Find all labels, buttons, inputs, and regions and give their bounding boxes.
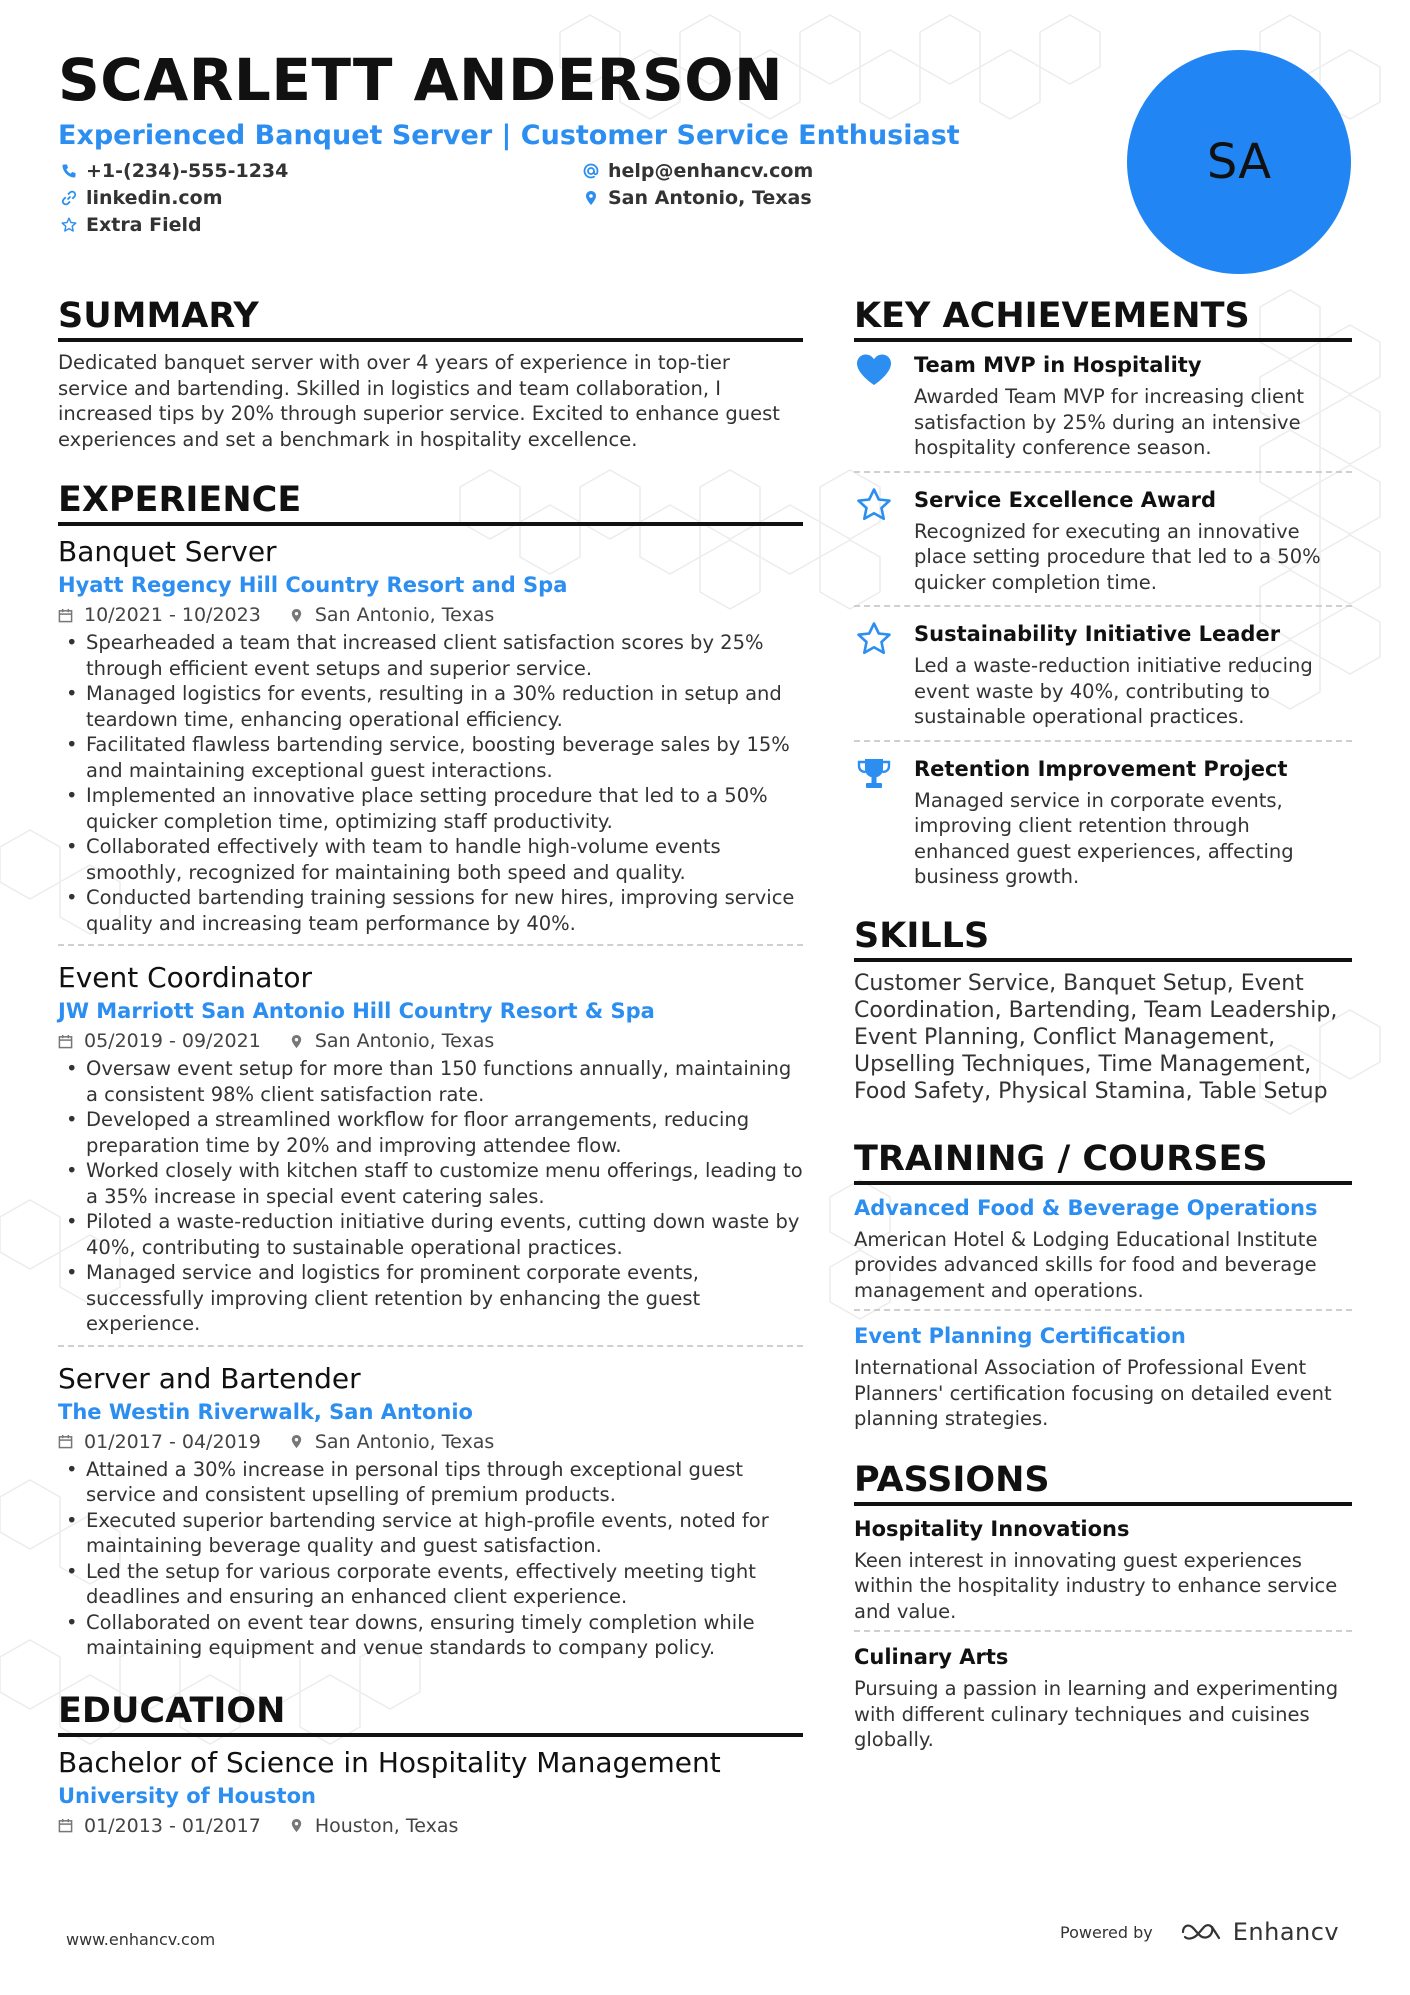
footer-website[interactable]: www.enhancv.com xyxy=(66,1930,216,1949)
skills-section xyxy=(854,914,1352,1105)
experience-entry xyxy=(58,1361,803,1669)
job-bullets xyxy=(58,1457,803,1661)
achievement-title: Service Excellence Award xyxy=(914,487,1216,512)
footer-branding[interactable] xyxy=(1060,1918,1339,1946)
education-location: Houston, Texas xyxy=(314,1814,459,1837)
powered-by-text: Powered by xyxy=(1060,1922,1153,1942)
avatar-initials: SA xyxy=(1206,134,1272,190)
job-title: Server and Bartender xyxy=(58,1361,361,1395)
school-name: University of Houston xyxy=(58,1783,316,1808)
phone-icon xyxy=(58,163,80,179)
course-title: Event Planning Certification xyxy=(854,1324,1186,1348)
contact-phone[interactable] xyxy=(58,158,288,184)
job-meta xyxy=(58,1427,803,1457)
contact-info xyxy=(58,158,1058,248)
education-meta xyxy=(58,1811,803,1841)
bullet-item: • Collaborated effectively with team to handle high-volume events smoothly, recognized for maintaining both speed and quality. xyxy=(58,834,803,885)
achievement-text: Managed service in corporate events, improving client retention through enhanced guest experiences, affecting business growth. xyxy=(914,788,1294,888)
phone-text: +1-(234)-555-1234 xyxy=(86,160,289,182)
course-title: Advanced Food & Beverage Operations xyxy=(854,1195,1318,1220)
job-meta xyxy=(58,600,803,630)
achievement-text: Recognized for executing an innovative place setting procedure that led to a 50% quicker completion time. xyxy=(914,519,1321,594)
bullet-item: • Executed superior bartending service at high-profile events, noted for maintaining beverage quality and guest satisfaction. xyxy=(58,1508,803,1559)
bullet-item: • Developed a streamlined workflow for floor arrangements, reducing preparation time by 20% and improving attendee flow. xyxy=(58,1107,803,1158)
location-text: San Antonio, Texas xyxy=(608,187,812,209)
degree-title: Bachelor of Science in Hospitality Management xyxy=(58,1745,721,1779)
bullet-item: • Collaborated on event tear downs, ensuring timely completion while maintaining equipment and venue standards to company policy. xyxy=(58,1610,803,1661)
achievement-item xyxy=(854,619,1352,742)
job-company: JW Marriott San Antonio Hill Country Resort & Spa xyxy=(58,999,655,1023)
job-bullets xyxy=(58,1056,803,1337)
bullet-item: • Conducted bartending training sessions for new hires, improving service quality and increasing team performance by 40%. xyxy=(58,885,803,936)
section-title: SUMMARY xyxy=(58,294,803,342)
at-icon xyxy=(580,163,602,179)
job-location: San Antonio, Texas xyxy=(314,1430,495,1453)
bullet-item: • Worked closely with kitchen staff to customize menu offerings, leading to a 35% increase in special event catering sales. xyxy=(58,1158,803,1209)
passion-title: Hospitality Innovations xyxy=(854,1516,1130,1541)
passion-title: Culinary Arts xyxy=(854,1645,1009,1669)
course-item xyxy=(854,1321,1352,1438)
star-icon xyxy=(854,485,914,596)
course-item xyxy=(854,1193,1352,1312)
achievement-text: Led a waste-reduction initiative reducing event waste by 40%, contributing to sustainable operational practices. xyxy=(914,654,1313,728)
summary-section xyxy=(58,294,803,452)
location-pin-icon xyxy=(289,1818,309,1833)
section-title: SKILLS xyxy=(854,914,1352,962)
job-dates: 10/2021 - 10/2023 xyxy=(84,604,261,626)
course-text: American Hotel & Lodging Educational Institute provides advanced skills for food and beverage management and operations. xyxy=(854,1227,1318,1302)
location-pin-icon xyxy=(580,190,602,206)
location-pin-icon xyxy=(289,1434,309,1449)
job-meta xyxy=(58,1026,803,1056)
achievement-text: Awarded Team MVP for increasing client satisfaction by 25% during an intensive hospitality conference season. xyxy=(914,385,1305,459)
location-pin-icon xyxy=(289,608,309,623)
email-text: help@enhancv.com xyxy=(608,160,814,182)
experience-entry xyxy=(58,960,803,1347)
achievement-title: Sustainability Initiative Leader xyxy=(914,622,1281,646)
achievement-item xyxy=(854,485,1352,608)
job-title: Banquet Server xyxy=(58,535,277,568)
training-section xyxy=(854,1137,1352,1438)
bullet-item: • Oversaw event setup for more than 150 functions annually, maintaining a consistent 98% client satisfaction rate. xyxy=(58,1056,803,1107)
experience-entry xyxy=(58,534,803,946)
contact-email[interactable] xyxy=(580,158,813,184)
calendar-icon xyxy=(58,1034,78,1049)
heart-icon xyxy=(854,350,914,461)
bullet-item: • Managed logistics for events, resulting in a 30% reduction in setup and teardown time, enhancing operational efficiency. xyxy=(58,681,803,732)
section-title: EXPERIENCE xyxy=(58,478,803,526)
bullet-item: • Led the setup for various corporate events, effectively meeting tight deadlines and ensuring an enhanced client experience. xyxy=(58,1559,803,1610)
extra-field-text: Extra Field xyxy=(86,214,202,236)
section-title: PASSIONS xyxy=(854,1458,1352,1506)
left-column xyxy=(58,294,803,1841)
section-title: TRAINING / COURSES xyxy=(854,1137,1352,1185)
passions-section xyxy=(854,1458,1352,1759)
achievements-section xyxy=(854,294,1352,900)
job-location: San Antonio, Texas xyxy=(314,604,495,626)
achievement-title: Team MVP in Hospitality xyxy=(914,353,1202,377)
star-icon xyxy=(854,619,914,730)
bullet-item: • Attained a 30% increase in personal tips through exceptional guest service and consistent upselling of premium products. xyxy=(58,1457,803,1508)
candidate-name: SCARLETT ANDERSON xyxy=(58,46,784,114)
resume-header xyxy=(58,42,1058,248)
job-dates: 01/2017 - 04/2019 xyxy=(84,1430,261,1453)
star-outline-icon xyxy=(58,217,80,233)
bullet-item: • Piloted a waste-reduction initiative during events, cutting down waste by 40%, contributing to sustainable operational practices. xyxy=(58,1209,803,1260)
job-title: Event Coordinator xyxy=(58,961,313,994)
section-title: EDUCATION xyxy=(58,1689,803,1737)
passion-text: Keen interest in innovating guest experiences within the hospitality industry to enhance service and value. xyxy=(854,1548,1338,1623)
summary-text: Dedicated banquet server with over 4 years of experience in top-tier service and bartending. Skilled in logistics and team collaboration, I increased tips by 20% through superior service. Excited to enhance guest experiences and set a benchmark in hospitality excellence. xyxy=(58,351,780,451)
contact-extra xyxy=(58,212,202,238)
job-company: The Westin Riverwalk, San Antonio xyxy=(58,1399,473,1424)
contact-location xyxy=(580,185,812,211)
link-icon xyxy=(58,190,80,206)
linkedin-text: linkedin.com xyxy=(86,187,223,209)
education-section xyxy=(58,1689,803,1841)
achievement-title: Retention Improvement Project xyxy=(914,756,1288,781)
passion-text: Pursuing a passion in learning and experimenting with different culinary techniques and cuisines globally. xyxy=(854,1677,1339,1751)
calendar-icon xyxy=(58,608,78,623)
avatar xyxy=(1127,50,1351,274)
bullet-item: • Spearheaded a team that increased client satisfaction scores by 25% through efficient event setups and superior service. xyxy=(58,630,803,681)
bullet-item: • Managed service and logistics for prominent corporate events, successfully improving client retention by enhancing the guest experience. xyxy=(58,1260,803,1337)
job-dates: 05/2019 - 09/2021 xyxy=(84,1030,261,1052)
contact-linkedin[interactable] xyxy=(58,185,223,211)
calendar-icon xyxy=(58,1818,78,1833)
education-dates: 01/2013 - 01/2017 xyxy=(84,1814,261,1837)
right-column xyxy=(854,294,1352,1769)
bullet-item: • Facilitated flawless bartending service, boosting beverage sales by 15% and maintaining exceptional guest interactions. xyxy=(58,732,803,783)
section-title: KEY ACHIEVEMENTS xyxy=(854,294,1352,342)
experience-section xyxy=(58,478,803,1669)
job-bullets xyxy=(58,630,803,936)
trophy-icon xyxy=(854,754,914,890)
achievement-item xyxy=(854,350,1352,473)
skills-text: Customer Service, Banquet Setup, Event Coordination, Bartending, Team Leadership, Event Planning, Conflict Management, Upselling Techniques, Time Management, Food Safety, Physical Stamina, Table Setup xyxy=(854,970,1338,1104)
candidate-headline: Experienced Banquet Server | Customer Service Enthusiast xyxy=(58,120,960,151)
location-pin-icon xyxy=(289,1034,309,1049)
brand-name: Enhancv xyxy=(1232,1918,1340,1946)
course-text: International Association of Professional Event Planners' certification focusing on detailed event planning strategies. xyxy=(854,1356,1332,1430)
passion-item xyxy=(854,1642,1352,1759)
enhancv-logo-icon xyxy=(1179,1920,1223,1944)
job-location: San Antonio, Texas xyxy=(314,1030,495,1052)
bullet-item: • Implemented an innovative place setting procedure that led to a 50% quicker completion time, optimizing staff productivity. xyxy=(58,783,803,834)
achievement-item xyxy=(854,754,1352,900)
job-company: Hyatt Regency Hill Country Resort and Spa xyxy=(58,573,568,597)
passion-item xyxy=(854,1514,1352,1633)
calendar-icon xyxy=(58,1434,78,1449)
